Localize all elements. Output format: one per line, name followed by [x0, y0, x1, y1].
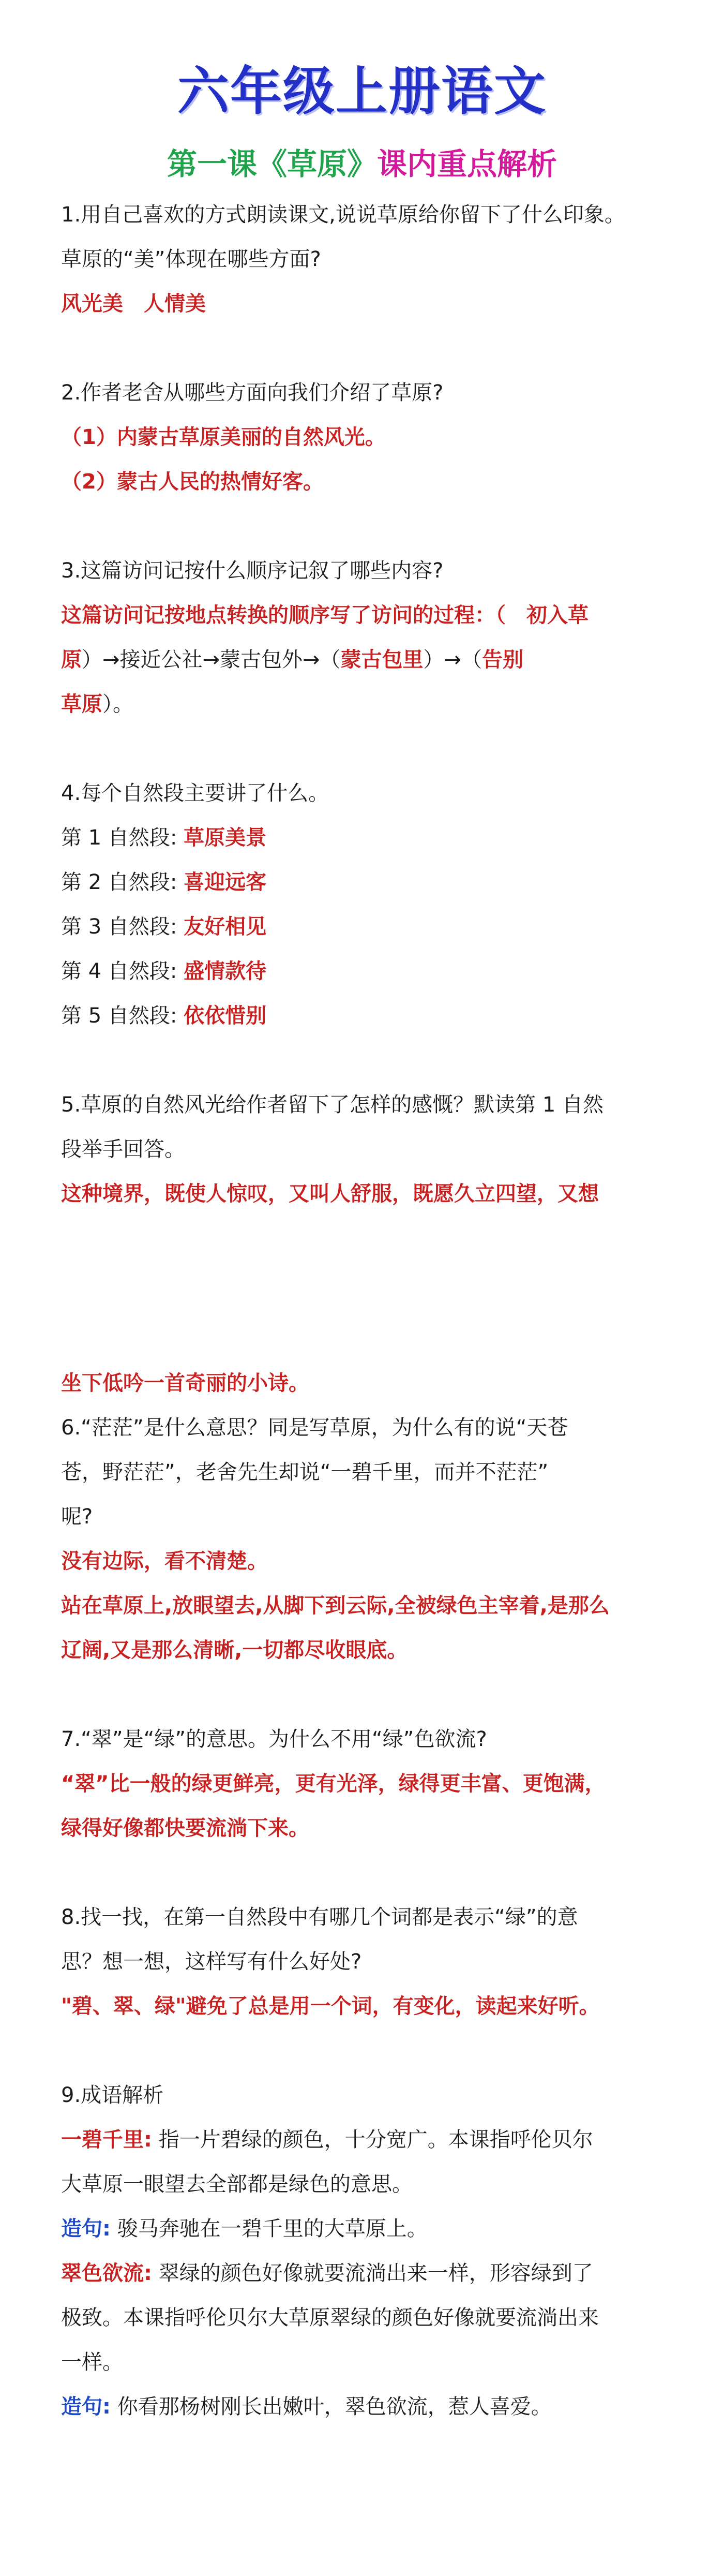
q4-item-value: 草原美景	[184, 826, 267, 850]
q6-answer2b: 辽阔,又是那么清晰,一切都尽收眼底。	[61, 1638, 408, 1662]
q4-item-label: 第 1 自然段:	[61, 826, 177, 850]
q3-answer-line2	[61, 638, 676, 682]
q1-answer: 风光美 人情美	[61, 292, 206, 316]
q4-item	[61, 949, 676, 994]
lesson-title	[0, 140, 724, 183]
idiom1-example	[61, 2207, 676, 2251]
idiom2-def-line2: 极致。本课指呼伦贝尔大草原翠绿的颜色好像就要流淌出来	[61, 2306, 599, 2330]
spacer	[61, 2029, 676, 2073]
example-label: 造句:	[61, 2217, 111, 2241]
spacer	[61, 1038, 676, 1083]
spacer	[61, 504, 676, 549]
q4-question: 4.每个自然段主要讲了什么。	[61, 781, 329, 805]
q2-answer2: （2）蒙古人民的热情好客。	[61, 470, 324, 494]
q6-answer1: 没有边际，看不清楚。	[61, 1549, 268, 1573]
q2-question: 2.作者老舍从哪些方面向我们介绍了草原?	[61, 381, 444, 405]
idiom2-def-line1	[61, 2251, 676, 2296]
q6-line3: 呢?	[61, 1505, 93, 1529]
grade-badge-title: 六年级上册语文	[177, 61, 547, 122]
idiom1-def-line2: 大草原一眼望去全部都是绿色的意思。	[61, 2172, 413, 2196]
q3-answer-fill1-end: 原	[61, 648, 82, 672]
q3-answer-path2: ）→（	[423, 648, 482, 672]
q6-answer2a: 站在草原上,放眼望去,从脚下到云际,全被绿色主宰着,是那么	[61, 1594, 610, 1618]
spacer	[61, 1672, 676, 1717]
q8-line1: 8.找一找，在第一自然段中有哪几个词都是表示“绿”的意	[61, 1905, 578, 1929]
q3-question: 3.这篇访问记按什么顺序记叙了哪些内容?	[61, 559, 444, 583]
example-text: 骏马奔驰在一碧千里的大草原上。	[117, 2217, 428, 2241]
q7-answer1: “翠”比一般的绿更鲜亮，更有光泽，绿得更丰富、更饱满，	[61, 1772, 606, 1796]
q4-item-value: 依依惜别	[184, 1004, 267, 1028]
idiom2-label: 翠色欲流:	[61, 2261, 152, 2285]
q3-answer-line1: 这篇访问记按地点转换的顺序写了访问的过程：（ 初入草	[61, 603, 589, 627]
q3-answer-close: ）。	[102, 692, 133, 716]
q4-item-label: 第 5 自然段:	[61, 1004, 177, 1028]
q4-item-value: 盛情款待	[184, 959, 267, 983]
idiom1-def-line1	[61, 2118, 676, 2162]
spacer	[61, 326, 676, 371]
q5-answer1: 这种境界，既使人惊叹，又叫人舒服，既愿久立四望，又想	[61, 1182, 599, 1206]
q6-line1: 6.“茫茫”是什么意思？同是写草原，为什么有的说“天苍	[61, 1416, 568, 1440]
spacer	[61, 1850, 676, 1895]
q3-answer-fill3-end: 草原	[61, 692, 102, 716]
q5-line2: 段举手回答。	[61, 1137, 185, 1161]
idiom2-def-line3: 一样。	[61, 2350, 123, 2374]
lesson-title-name: 第一课《草原》	[167, 146, 377, 182]
q4-item	[61, 816, 676, 860]
q3-answer-line3	[61, 682, 676, 727]
q7-answer2: 绿得好像都快要流淌下来。	[61, 1816, 309, 1840]
q8-answer: "碧、翠、绿"避免了总是用一个词，有变化，读起来好听。	[61, 1994, 600, 2018]
idiom2-example	[61, 2385, 676, 2429]
q7-question: 7.“翠”是“绿”的意思。为什么不用“绿”色欲流?	[61, 1727, 487, 1751]
q1-line2: 草原的“美”体现在哪些方面?	[61, 247, 321, 271]
q8-line2: 思？想一想，这样写有什么好处?	[61, 1950, 362, 1974]
q9-title: 9.成语解析	[61, 2083, 164, 2107]
q4-item-value: 友好相见	[184, 915, 267, 939]
q1-line1: 1.用自己喜欢的方式朗读课文,说说草原给你留下了什么印象。	[61, 203, 625, 227]
q5-line1: 5.草原的自然风光给作者留下了怎样的感慨？默读第 1 自然	[61, 1093, 604, 1117]
q3-answer-fill2: 蒙古包里	[340, 648, 424, 672]
q4-item-label: 第 3 自然段:	[61, 915, 177, 939]
content	[61, 193, 676, 2429]
q4-item-label: 第 2 自然段:	[61, 870, 177, 894]
spacer	[61, 727, 676, 771]
q5-answer2: 坐下低吟一首奇丽的小诗。	[61, 1371, 309, 1395]
idiom1-def-text: 指一片碧绿的颜色，十分宽广。本课指呼伦贝尔	[158, 2128, 593, 2152]
example-label: 造句:	[61, 2395, 111, 2419]
q4-item-label: 第 4 自然段:	[61, 959, 177, 983]
q4-item	[61, 860, 676, 905]
q6-line2: 苍，野茫茫”，老舍先生却说“一碧千里，而并不茫茫”	[61, 1460, 549, 1484]
q4-item-value: 喜迎远客	[184, 870, 267, 894]
q4-item	[61, 905, 676, 949]
idiom1-label: 一碧千里:	[61, 2128, 152, 2152]
q2-answer1: （1）内蒙古草原美丽的自然风光。	[61, 425, 386, 449]
q3-answer-fill3-start: 告别	[482, 648, 524, 672]
q3-answer-path1: ）→接近公社→蒙古包外→（	[82, 648, 341, 672]
lesson-title-subtitle: 课内重点解析	[377, 146, 557, 182]
idiom2-def-text: 翠绿的颜色好像就要流淌出来一样，形容绿到了	[158, 2261, 593, 2285]
q4-item	[61, 994, 676, 1038]
blank-area	[61, 1216, 676, 1361]
example-text: 你看那杨树刚长出嫩叶，翠色欲流，惹人喜爱。	[117, 2395, 552, 2419]
